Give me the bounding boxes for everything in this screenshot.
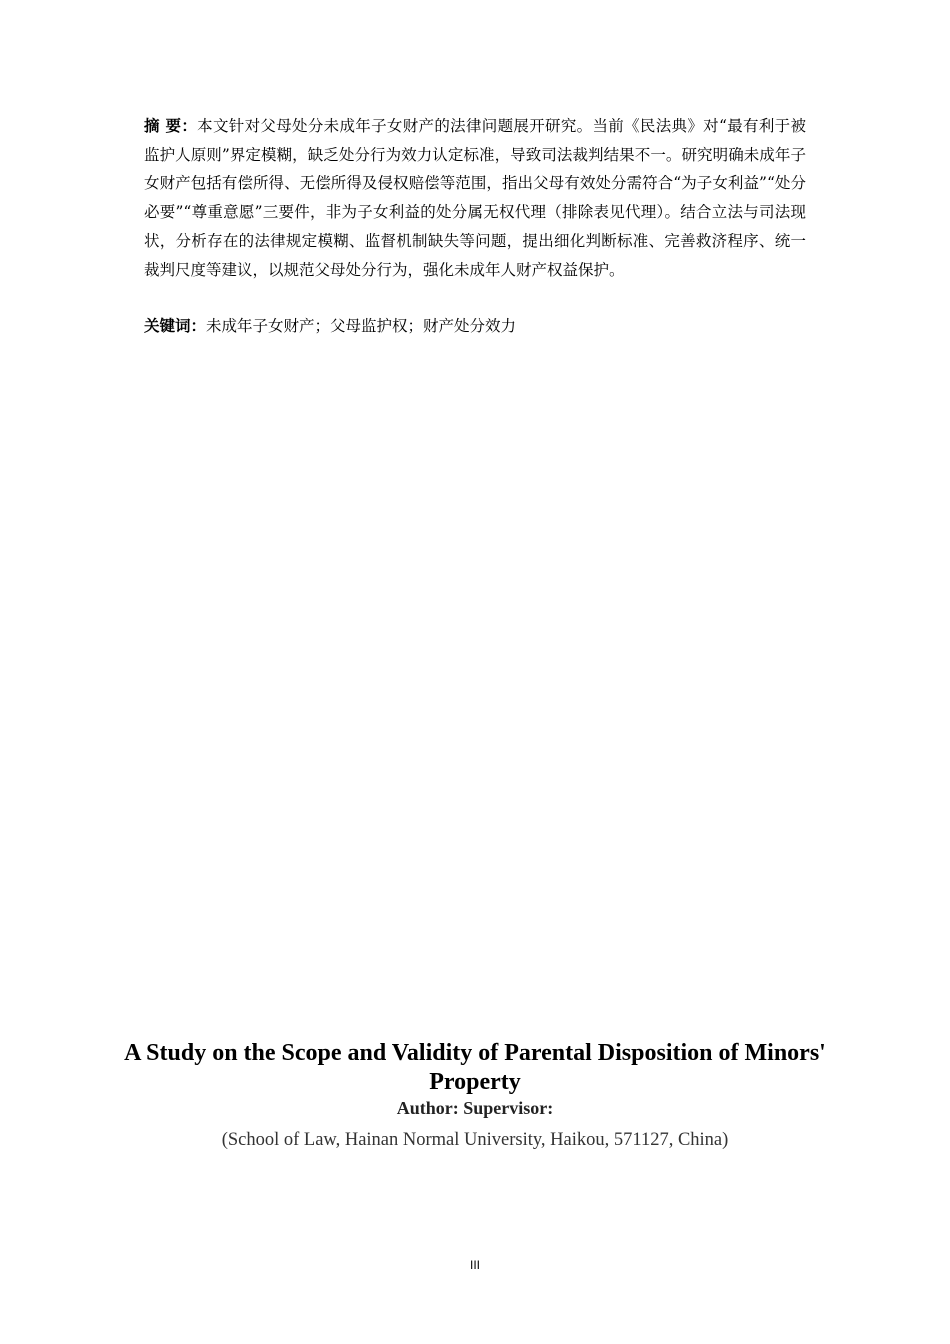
abstract-label: 摘 要： (144, 117, 198, 135)
author-line: Author: Supervisor: (396, 1098, 554, 1118)
english-title: A Study on the Scope and Validity of Parental Disposition of Minors' Property (124, 1040, 826, 1095)
keywords-line (144, 312, 806, 340)
page-number: III (469, 1258, 480, 1272)
keywords-label: 关键词： (144, 317, 207, 335)
abstract-paragraph (144, 112, 806, 284)
affiliation: (School of Law, Hainan Normal University, Haikou, 571127, China) (221, 1130, 729, 1150)
abstract-text: 本文针对父母处分未成年子女财产的法律问题展开研究。当前《民法典》对“最有利于被监护人原则”界定模糊，缺乏处分行为效力认定标准，导致司法裁判结果不一。研究明确未成年子女财产包括有偿所得、无偿所得及侵权赔偿等范围，指出父母有效处分需符合“为子女利益”“处分必要”“尊重意愿”三要件，非为子女利益的处分属无权代理（排除表见代理）。结合立法与司法现状，分析存在的法律规定模糊、监督机制缺失等问题，提出细化判断标准、完善救济程序、统一裁判尺度等建议，以规范父母处分行为，强化未成年人财产权益保护。 (144, 117, 806, 279)
keywords-text: 未成年子女财产；父母监护权；财产处分效力 (206, 317, 517, 335)
